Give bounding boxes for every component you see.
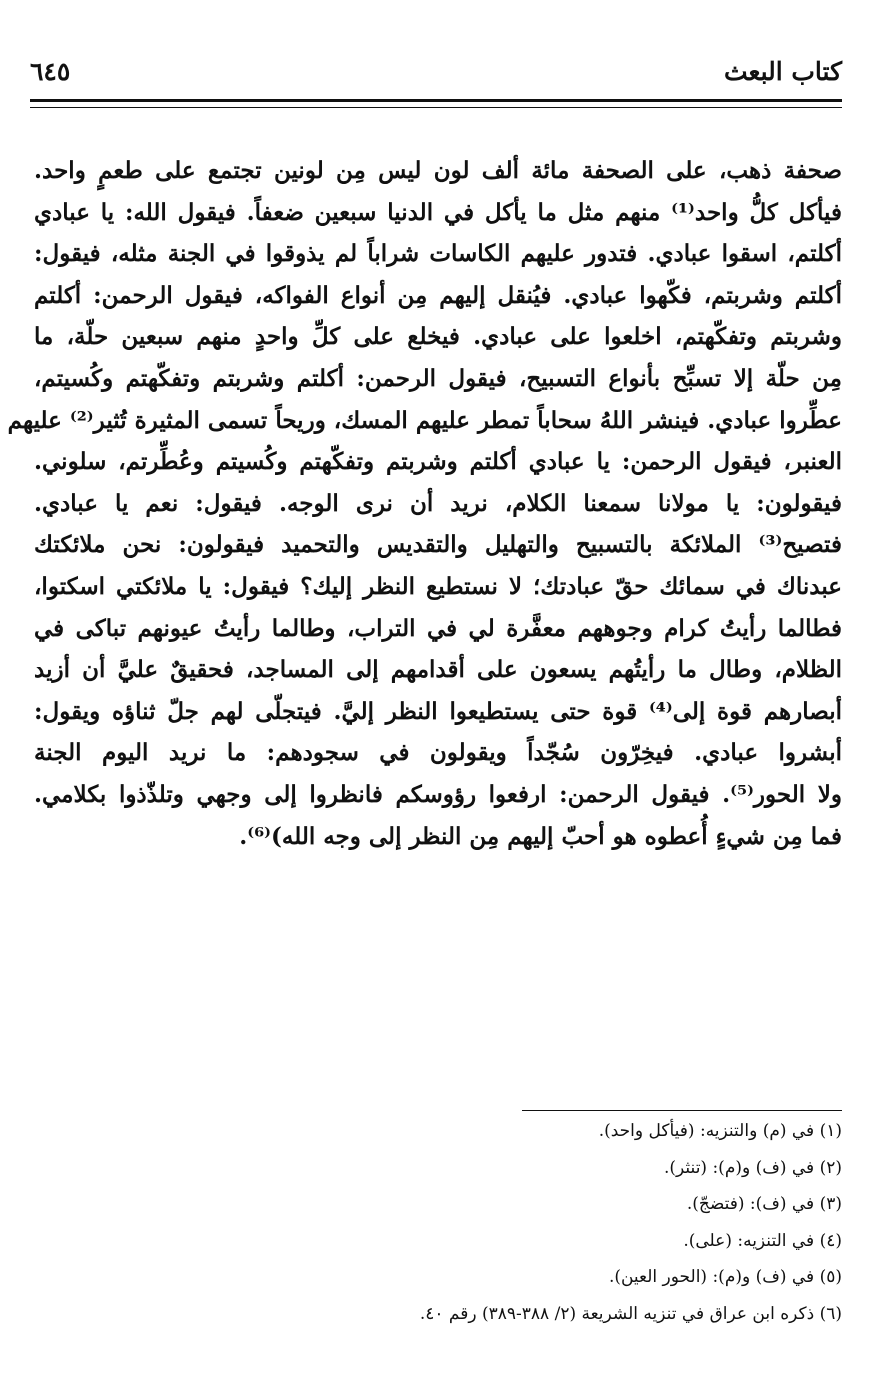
text-line: وشربتم وتفكّهتم، اخلعوا على عبادي. فيخلع على كلِّ واحدٍ منهم سبعين حلّة، ما <box>34 323 842 351</box>
footnotes <box>62 1113 842 1333</box>
text-line: فما مِن شيءٍ أُعطوه هو أحبّ إليهم مِن النظر إلى وجه الله)⁽⁶⁾. <box>239 822 842 850</box>
text-line: أبشروا عبادي. فيخِرّون سُجّداً ويقولون في سجودهم: ما نريد اليوم الجنة <box>34 739 842 767</box>
text-line: ولا الحور⁽⁵⁾. فيقول الرحمن: ارفعوا رؤوسكم فانظروا إلى وجهي وتلذّذوا بكلامي. <box>34 780 842 808</box>
page-header <box>30 52 842 92</box>
text-line: فتصيح⁽³⁾ الملائكة بالتسبيح والتهليل والتقديس والتحميد فيقولون: نحن ملائكتك <box>34 531 842 559</box>
book-title: كتاب البعث <box>723 57 842 86</box>
text-line: صحفة ذهب، على الصحفة مائة ألف لون ليس مِن لونين تجتمع على طعمٍ واحد. <box>34 157 842 184</box>
text-line: أبصارهم قوة إلى⁽⁴⁾ قوة حتى يستطيعوا النظر إليَّ. فيتجلّى لهم جلّ ثناؤه ويقول: <box>34 697 842 725</box>
text-line: فيقولون: يا مولانا سمعنا الكلام، نريد أن نرى الوجه. فيقول: نعم يا عبادي. <box>34 489 842 517</box>
text-line: مِن حلّة إلا تسبِّح بأنواع التسبيح، فيقول الرحمن: أكلتم وشربتم وتفكّهتم وكُسيتم، <box>34 364 842 392</box>
text-line: أكلتم وشربتم، فكّهوا عبادي. فيُنقل إليهم مِن أنواع الفواكه، فيقول الرحمن: أكلتم <box>34 281 842 309</box>
header-rule-thick <box>30 99 842 102</box>
footnote-item: (٥) في (ف) و(م): (الحور العين). <box>608 1267 842 1288</box>
footnote-item: (٣) في (ف): (فتضجّ). <box>686 1194 842 1215</box>
footnote-item: (١) في (م) والتنزيه: (فيأكل واحد). <box>598 1121 842 1141</box>
footnote-separator <box>522 1110 842 1111</box>
text-line: عطِّروا عبادي. فينشر اللهُ سحاباً تمطر عليهم المسك، وريحاً تسمى المثيرة تُثير⁽²⁾ عليهم <box>7 406 842 434</box>
main-text <box>7 150 842 857</box>
text-line: العنبر، فيقول الرحمن: يا عبادي أكلتم وشربتم وتفكّهتم وكُسيتم وعُطِّرتم، سلوني. <box>34 448 842 476</box>
page-number: ٦٤٥ <box>30 57 71 86</box>
header-rule-thin <box>30 107 842 108</box>
text-line: فيأكل كلُّ واحد⁽¹⁾ منهم مثل ما يأكل في الدنيا سبعين ضعفاً. فيقول الله: يا عبادي <box>34 198 842 226</box>
footnote-item: (٤) في التنزيه: (على). <box>683 1230 842 1251</box>
footnote-item: (٦) ذكره ابن عراق في تنزيه الشريعة (٢/ ٣٨٨-٣٨٩) رقم ٤٠. <box>419 1303 842 1324</box>
text-line: أكلتم، اسقوا عبادي. فتدور عليهم الكاسات شراباً لم يذوقوا في الجنة مثله، فيقول: <box>34 240 842 268</box>
text-line: عبدناك في سمائك حقّ عبادتك؛ لا نستطيع النظر إليك؟ فيقول: يا ملائكتي اسكتوا، <box>34 572 842 600</box>
text-line: الظلام، وطال ما رأيتُهم يسعون على أقدامهم إلى المساجد، فحقيقٌ عليَّ أن أزيد <box>34 656 842 684</box>
footnote-item: (٢) في (ف) و(م): (تنثر). <box>664 1157 842 1178</box>
text-line: فطالما رأيتُ كرام وجوههم معفَّرة لي في التراب، وطالما رأيتُ عيونهم تباكى في <box>34 614 842 642</box>
